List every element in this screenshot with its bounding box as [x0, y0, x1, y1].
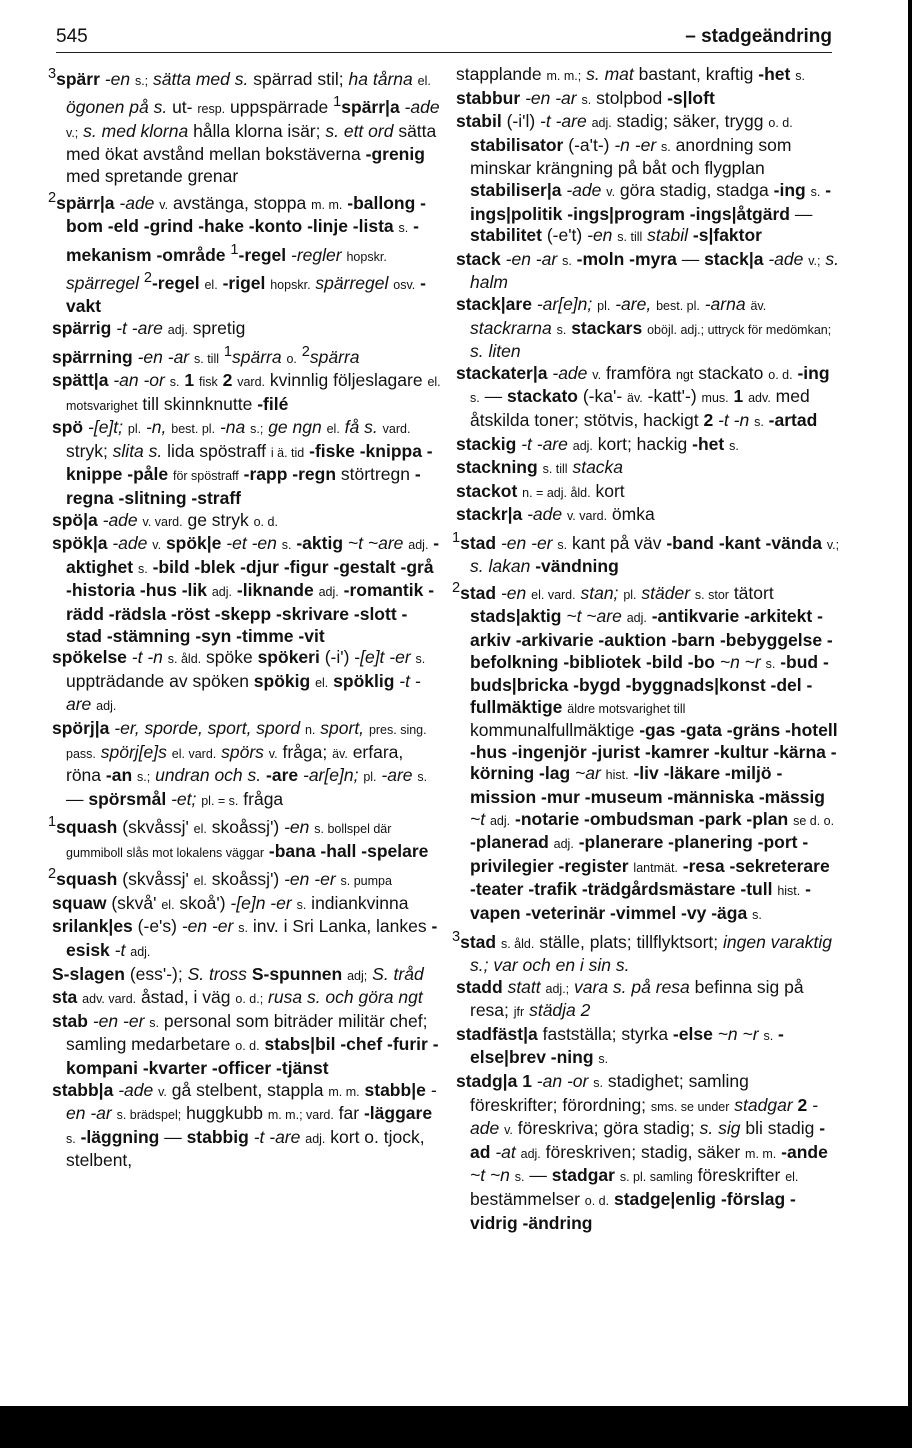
- dictionary-entry: S-slagen (ess'-); S. tross S-spunnen adj; S. tråd: [52, 963, 424, 984]
- dictionary-entry: spärrig -t -are adj. spretig: [52, 318, 246, 339]
- scan-bottom-bar: [0, 1406, 912, 1448]
- dictionary-entry: stadfäst|a fastställa; styrka -else ~n ~r s. -else|brev -ning s.: [456, 1023, 784, 1068]
- dictionary-entry: srilank|es (-e's) -en -er s. inv. i Sri Lanka, lankes -esisk -t adj.: [52, 916, 438, 960]
- dictionary-entry: $^1$squash (skvåssj' el. skoåssj') -en s. bollspel där gummiboll slås mot lokalens väggar -bana -hall -spelare: [48, 814, 429, 861]
- dictionary-entry: spätt|a -an -or s. 1 fisk 2 vard. kvinnlig följeslagare el. motsvarighet till skinnknutte -filé: [52, 370, 441, 414]
- dictionary-entry: stab -en -er s. personal som biträder militär chef; samling medarbetare o. d. stabs|bil -chef -furir -kompani -kvarter -officer -tjänst: [52, 1010, 439, 1078]
- left-column: [48, 64, 442, 1172]
- dictionary-entry: spök|a -ade v. spök|e -et -en s. -aktig ~t ~are adj. -aktighet s. -bild -blek -djur -figur -gestalt -grå -historia -hus -lik adj. -liknande adj. -romantik -rädd -rädsla -röst -skepp -skrivare -slott -stad -stämning -syn -timme -vit: [52, 533, 440, 646]
- dictionary-entry: stabbur -en -ar s. stolpbod -s|loft: [456, 87, 715, 108]
- right-column: [452, 64, 840, 1234]
- dictionary-entry: stadd statt adj.; vara s. på resa befinna sig på resa; jfr städja 2: [456, 976, 804, 1021]
- dictionary-entry: $^2$squash (skvåssj' el. skoåssj') -en -er s. pumpa: [48, 866, 392, 890]
- dictionary-entry: stackning s. till stacka: [456, 457, 624, 478]
- dictionary-entry: stackater|a -ade v. framföra ngt stackato o. d. -ing s. — stackato (-ka'- äv. -katt'-) mus. 1 adv. med åtskilda toner; stötvis, hackigt 2 -t -n s. -artad: [456, 362, 830, 430]
- scan-edge: [908, 0, 912, 1406]
- dictionary-entry: $^3$stad s. åld. ställe, plats; tillflyktsort; ingen varaktig s.; var och en i sin s.: [452, 928, 832, 976]
- dictionary-entry: spärrning -en -ar s. till $^1$spärra o. $^2$spärra: [52, 343, 360, 367]
- page-header: [56, 22, 832, 53]
- dictionary-entry: stabb|a -ade v. gå stelbent, stappla m. m. stabb|e -en -ar s. brädspel; huggkubb m. m.; vard. far -läggare s. -läggning — stabbig -t -are adj. kort o. tjock, stelbent,: [52, 1079, 437, 1171]
- page-number: 545: [56, 26, 88, 47]
- dictionary-entry: stack|are -ar[e]n; pl. -are, best. pl. -arna äv. stackrarna s. stackars oböjl. adj.; uttryck för medömkan; s. liten: [456, 293, 832, 362]
- dictionary-entry: squaw (skvå' el. skoå') -[e]n -er s. indiankvinna: [52, 892, 409, 913]
- dictionary-entry: stadg|a 1 -an -or s. stadighet; samling föreskrifter; förordning; sms. se under stadgar 2 -ade v. föreskriva; göra stadig; s. sig bli stadig -ad -at adj. föreskriven; stadig, säker m. m. -ande ~t ~n s. — stadgar s. pl. samling föreskrifter el. bestämmelser o. d. stadge|enlig -förslag -vidrig -ändring: [456, 1071, 828, 1233]
- dictionary-entry: $^3$spärr -en s.; sätta med s. spärrad stil; ha tårna el. ögonen på s. ut- resp. uppspärrade $^1$spärr|a -ade v.; s. med klorna hålla klorna isär; s. ett ord sätta med ökat avstånd mellan bokstäverna -grenig med spretande grenar: [48, 66, 440, 187]
- dictionary-entry: $^1$stad -en -er s. kant på väv -band -kant -vända v.; s. lakan -vändning: [452, 529, 840, 577]
- dictionary-entry: sta adv. vard. åstad, i väg o. d.; rusa s. och göra ngt: [52, 987, 423, 1008]
- dictionary-entry: spökelse -t -n s. åld. spöke spökeri (-i') -[e]t -er s. uppträdande av spöken spökig el. spöklig -t -are adj.: [52, 647, 426, 715]
- dictionary-entry: stackr|a -ade v. vard. ömka: [456, 504, 655, 525]
- dictionary-entry: $^2$spärr|a -ade v. avstänga, stoppa m. m. -ballong -bom -eld -grind -hake -konto -linje -lista s. -mekanism -område $^1$-regel -regler hopskr. spärregel $^2$-regel el. -rigel hopskr. spärregel osv. -vakt: [48, 189, 426, 317]
- dictionary-entry: stackot n. = adj. åld. kort: [456, 480, 625, 501]
- dictionary-entry: stack -en -ar s. -moln -myra — stack|a -ade v.; s. halm: [456, 248, 840, 293]
- dictionary-entry: stapplande m. m.; s. mat bastant, kraftig -het s.: [456, 64, 805, 84]
- dictionary-entry: stabil (-i'l) -t -are adj. stadig; säker, trygg o. d. stabilisator (-a't-) -n -er s. anordning som minskar krängning på båt och flygplan stabiliser|a -ade v. göra stadig, stadga -ing s. -ings|politik -ings|program -ings|åtgärd — stabilitet (-e't) -en s. till stabil -s|faktor: [456, 111, 832, 246]
- dictionary-entry: spö -[e]t; pl. -n, best. pl. -na s.; ge ngn el. få s. vard. stryk; slita s. lida spöstraff i ä. tid -fiske -knippa -knippe -påle för spöstraff -rapp -regn störtregn -regna -slitning -straff: [52, 417, 433, 509]
- dictionary-entry: spö|a -ade v. vard. ge stryk o. d.: [52, 509, 278, 530]
- dictionary-entry: $^2$stad -en el. vard. stan; pl. städer s. stor tätort stads|aktig ~t ~are adj. -antikvarie -arkitekt -arkiv -arkivarie -auktion -barn -bebyggelse -befolkning -bibliotek -bild -bo ~n ~r s. -bud -buds|bricka -bygd -byggnads|konst -del -fullmäktige äldre motsvarighet till kommunalfullmäktige -gas -gata -gräns -hotell -hus -ingenjör -jurist -kamrer -kultur -kärna -körning -lag ~ar hist. -liv -läkare -miljö -mission -mur -museum -människa -mässig ~t adj. -notarie -ombudsman -park -plan se d. o. -planerad adj. -planerare -planering -port -privilegier -register lantmät. -resa -sekreterare -teater -trafik -trädgårdsmästare -tull hist. -vapen -veterinär -vimmel -vy -äga s.: [452, 579, 838, 924]
- guide-word: – stadgeändring: [685, 26, 832, 47]
- dictionary-entry: stackig -t -are adj. kort; hackig -het s.: [456, 433, 739, 454]
- dictionary-entry: spörj|a -er, sporde, sport, spord n. sport, pres. sing. pass. spörj[e]s el. vard. spörs v. fråga; äv. erfara, röna -an s.; undran och s. -are -ar[e]n; pl. -are s. — spörsmål -et; pl. = s. fråga: [52, 718, 428, 809]
